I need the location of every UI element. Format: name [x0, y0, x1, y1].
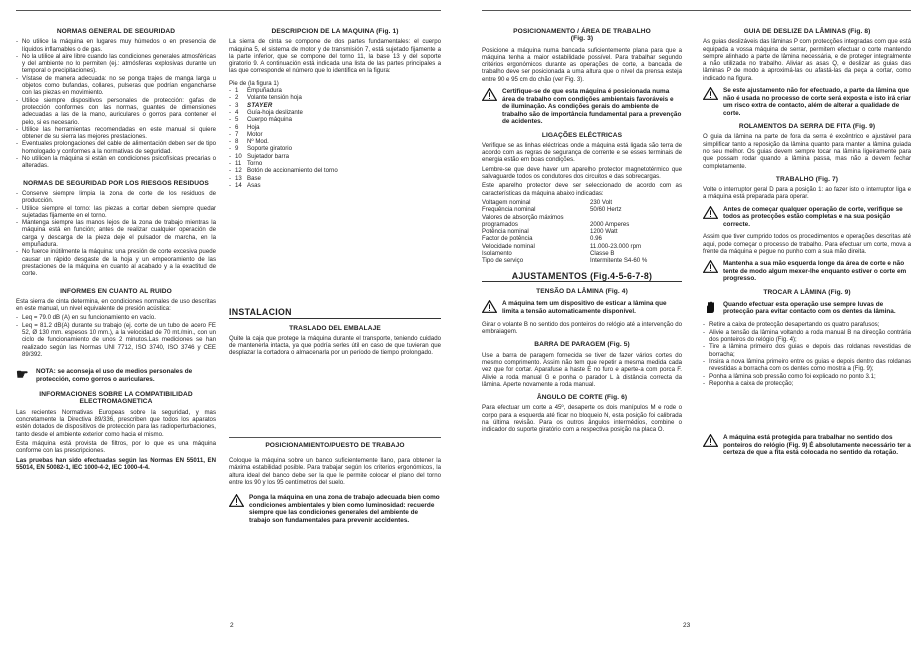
warning-triangle-icon	[703, 206, 718, 229]
list-item: - 1 Empuñadura	[229, 87, 441, 94]
electrical-text-3: Este aparelho protector deve ser seleccionado de acordo com as características da máquina abaixo indicadas:	[482, 182, 682, 197]
warning-left-hand	[703, 260, 911, 283]
section-adjustments: AJUSTAMENTOS (Fig.4-5-6-7-8)	[482, 273, 682, 282]
list-item: - 5 Cuerpo máquina	[229, 116, 441, 123]
list-item: - Vístase de manera adecuada: no se ponga trajes de manga larga u objetos como bufandas, collares, pulseras que podrían engancharse con las piezas en movimiento.	[16, 75, 216, 97]
glove-icon	[703, 301, 718, 317]
change-blade-steps	[703, 321, 911, 387]
list-item: - 12 Botón de accionamiento del torno	[229, 167, 441, 174]
pointing-hand-icon: ☛	[16, 366, 29, 383]
table-row: Velocidade nominal 11.000-23.000 rpm	[482, 242, 642, 250]
warning-triangle-icon	[703, 434, 718, 457]
blade-guide-text: As guias deslizáveis das lâminas P com protecções integradas com que está equipada a vossa máquina de serrar, permitem efectuar o corte mantendo sempre alinhado a parte de lâmina necessária, e de proteger integralmente a não utilizada no trabalho. Aliviar as asas Q, e deslizar as guias das lâminas P de modo a aproximá-las ou afastá-las da peça a cortar, como indicado na figura.	[703, 38, 911, 82]
electrical-text-2: Lembre-se que deve haver um aparelho protector magnetotérmico que salvaguarde todos os condutores dos circuitos e das sobrecargas.	[482, 165, 682, 181]
list-item: - Alivie a tensão da lâmina voltando a roda manual B na direcção contrária dos ponteiros do relógio (Fig. 4);	[703, 329, 911, 344]
table-row: Tipo de serviço Intermitente S4-60 %	[482, 257, 648, 265]
list-item: - Utilice siempre el torno: las piezas a cortar deben siempre quedar sujetadas fijamente en el torno.	[16, 205, 216, 220]
list-item: - 8 Nº Mod.	[229, 138, 441, 145]
tension-text: Girar o volante B no sentido dos ponteiros do relógio até a intervenção do embraiagem.	[482, 320, 682, 336]
heading-positioning-pt: POSICIONAMENTO / ÁREA DE TRABALHO (Fig. 3)	[513, 28, 651, 43]
warning-text: A máquina está protegida para trabalhar no sentido dos ponteiros do relógio (Fig. 9) É absolutamente necessário ter a certeza de que a fita está colocada no sentido da rotação.	[723, 434, 911, 457]
table-row: Factor de potência 0.96	[482, 235, 602, 243]
specs-table	[482, 199, 682, 265]
heading-residual-risks: NORMAS DE SEGURIDAD POR LOS RIESGOS RESIDUOS	[23, 179, 209, 187]
electrical-text: Verifique se as linhas eléctricas onde a máquina está ligada são terra de acordo com as regras de segurança de corrente e se esses terminais de energia estão em boas condições.	[482, 141, 682, 164]
list-item: - Utilice siempre dispositivos personales de protección: gafas de protección conformes con las normas, guantes de dimensiones adecuadas a las de la mano, auriculares o gorros para contener el pelo, si es necesario.	[16, 97, 216, 126]
emc-text-2: Esta máquina está provista de filtros, por lo que es una máquina conforme con las prescripciones.	[16, 439, 216, 455]
list-item: - 2 Volante tensión hoja	[229, 94, 441, 101]
positioning-text: Coloque la máquina sobre un banco suficientemente llano, para obtener la máxima estabilidad posible. Para trabajar según los criterios ergonómicos, la altura ideal del banco debe ser la que le permite colocar el plano del torno entre los 90 y los 95 centímetros del suelo.	[229, 457, 441, 486]
list-item: - 4 Guía-hoja deslizante	[229, 109, 441, 116]
warning-work-area-pt	[482, 88, 682, 126]
column-4	[703, 22, 911, 462]
list-item: - No utilicen la máquina si están en condiciones psicofísicas precarias o alteradas.	[16, 155, 216, 170]
noise-list	[16, 314, 216, 358]
list-item: - Mantenga siempre las manos lejos de la zona de trabajo mientras la máquina está en función; antes de realizar cualquier operación de carga y descarga de la pieza deje el pulsador de marcha, en la empuñadura.	[16, 219, 216, 248]
warning-text: Quando efectuar esta operação use sempre luvas de protecção para evitar contacto com os dentes da lâmina.	[723, 300, 896, 316]
table-row: Voltagem nominal 230 Volt	[482, 198, 613, 206]
heading-cut-angle: ÂNGULO DE CORTE (Fig. 6)	[536, 394, 628, 402]
list-item: - Reponha a caixa de protecção;	[703, 380, 911, 387]
list-item: - Conserve siempre limpia la zona de corte de los residuos de producción.	[16, 190, 216, 205]
column-1	[16, 22, 216, 473]
column-2	[229, 22, 441, 529]
warning-work-area	[229, 494, 441, 524]
list-item: - Ponha a lâmina sob pressão como foi explicado no ponto 3.1;	[703, 373, 911, 380]
warning-blade-guide	[703, 87, 911, 117]
heading-machine-description: DESCRIPCION DE LA MAQUINA (Fig. 1)	[271, 28, 399, 35]
section-installation: INSTALACION	[229, 309, 441, 318]
table-row: programados 2000 Amperes	[482, 220, 630, 228]
heading-work: TRABALHO (Fig. 7)	[775, 175, 839, 183]
list-item: - 3 STAYER	[229, 102, 441, 109]
heading-blade-guide: GUIA DE DESLIZE DA LÂMINAS (Fig. 8)	[743, 28, 871, 35]
cut-angle-text: Para efectuar um corte a 45º, desaperte os dois manípulos M e rode o corpo para a esquerda até ficar no bloqueio N, esta posição foi calibrada na última revisão. Para os outros ângulos intermédios, combine o indicador do suporte giratório com a respectiva posição na placa O.	[482, 404, 682, 434]
list-item: - 11 Torno	[229, 160, 441, 167]
general-safety-list	[16, 38, 216, 169]
list-item: - 9 Soporte giratorio	[229, 145, 441, 152]
page-number-left: 2	[230, 622, 234, 629]
warning-text: Certifique-se de que esta máquina é posicionada numa área de trabalho com condições ambientais favoráveis e de iluminação. As condições gerais do ambiente de trabalho são de importância fundamental para a prevenção de acidentes.	[502, 88, 682, 126]
list-item: - 7 Motor	[229, 131, 441, 138]
brand-logo: STAYER	[247, 101, 273, 109]
heading-stop-bar: BARRA DE PARAGEM (Fig. 5)	[534, 341, 630, 349]
warning-triangle-icon	[482, 88, 497, 126]
list-item: - Insira a nova lâmina primeiro entre os guias e depois dentro das roldanas revestidas a borracha com os dentes como mostra a (Fig. 9);	[703, 358, 911, 373]
table-row: Isolamento Classe B	[482, 250, 615, 258]
positioning-text-pt: Posicione a máquina numa bancada suficientemente plana para que a máquina tenha a maior estabilidade possível. Para trabalhar segundo critérios ergonómicos durante as operações de corte, a bancada de trabalho deve ser posicionada a uma altura que o nível da prensa esteja entre 90 e 95 cm do chão (ver Fig. 3).	[482, 46, 682, 83]
heading-noise: INFORMES EN CUANTO AL RUIDO	[60, 287, 172, 295]
noise-intro: Esta sierra de cinta determina, en condiciones normales de uso descritas en este manual, un nivel equivalente de presión acústica:	[16, 297, 216, 313]
top-rule-left	[16, 10, 441, 11]
warning-rotation	[703, 434, 911, 457]
bearings-text: O guia da lâmina na parte de fora da serra é excêntrico e ajustável para simplificar tanto a reposição da lâmina quanto para manter a lâmina guiada no seu melhor. Os guias devem sempre tocar na lâmina ligeiramente para que possam rodar quando a lâmina passa, mas não a devem fechar completamente.	[703, 133, 911, 170]
list-item: - Leq = 79.0 dB (A) en su funcionamiento en vacío.	[16, 314, 216, 321]
top-rule-right	[482, 10, 911, 11]
description-text: La sierra de cinta se compone de dos partes fundamentales: el cuerpo máquina 5, el sistema de motor y de transmisión 7, está sujetado fijamente a la parte inferior, que se compone del torno 11, la base 13 y del soporte giratorio 9. A continuación está indicada una lista de las partes principales a las que corresponde el número que lo identifica en la figura:	[229, 38, 441, 75]
page-number-right: 23	[683, 622, 691, 629]
list-item: - No la utilice al aire libre cuando las condiciones generales atmosféricas y del ambiente no lo permiten (ej.: atmósferas explosivas durante un temporal o precipitaciones).	[16, 53, 216, 75]
table-row: Frequência nominal 50/60 Hertz	[482, 206, 622, 214]
warning-triangle-icon	[703, 260, 718, 283]
warning-text: Se este ajustamento não for efectuado, a parte da lâmina que não é usada no processo de corte será exposta e isto irá criar um risco extra de contacto, além de alterar a qualidade de corte.	[723, 87, 911, 117]
parts-list	[229, 87, 441, 189]
list-item: - 14 Asas	[229, 182, 441, 189]
list-item: - 13 Base	[229, 175, 441, 182]
emc-text: Las recientes Normativas Europeas sobre la seguridad, y mas concretamente la Directiva 89/336, prescriben que todos los aparatos estén dotados de dispositivos de protección para las radioperturbaciones, tanto desde el ambiente exterior como hacia el mismo.	[16, 408, 216, 438]
warning-text: A máquina tem um dispositivo de esticar a lâmina que limita a tensão automaticamente disponível.	[502, 300, 667, 315]
list-item: - Leq = 81.2 dB(A) durante su trabajo (ej. corte de un tubo de acero FE 52, Ø 130 mm. espesos 10 mm.), a la velocidad de 70 mt./min., con un ciclo de funcionamiento de unos 2 minutos.Las mediciones se han realizado según las Normas UNI 7712, ISO 3740, ISO 3746 y CEE 89/392.	[16, 322, 216, 358]
warning-before-cut	[703, 206, 911, 229]
heading-bearings: ROLAMENTOS DA SERRA DE FITA (Fig. 9)	[738, 123, 876, 131]
note-text: NOTA: se aconseja el uso de medios personales de protección, como gorros o auriculares.	[36, 368, 193, 383]
work-text-2: Assim que tiver cumprido todos os procedimentos e operações descritas até aqui, pode começar o processo de trabalho. Para efectuar um corte, mova a frente da máquina e pegue no punho com a sua mão direita.	[703, 233, 911, 255]
stop-bar-text: Use a barra de paragem fornecida se tiver de fazer vários cortes do mesmo comprimento. Assim não tem que repetir a mesma medida cada vez que for cortar. Aparafuse a haste E no furo e aperte-a com porca F. Alivie a roda manual G e ponha o parador L à distância correcta da lâmina. Aperte novamente a roda manual.	[482, 351, 682, 388]
column-3	[482, 22, 682, 436]
heading-electrical: LIGAÇÕES ELÉCTRICAS	[541, 131, 623, 139]
list-item: - 6 Hoja	[229, 124, 441, 131]
heading-emc: INFORMACIONES SOBRE LA COMPATIBILIDAD ELECTROMAGNETICA	[39, 391, 193, 406]
list-item: - Retire a caixa de protecção desapertando os quatro parafusos;	[703, 321, 911, 328]
list-item: - No fuerce inútilmente la máquina: una presión de corte excesiva puede causar un rápido desgaste de la hoja y un empeoramiento de las prestaciones de la máquina en cuanto al acabado y a la exactitud de corte.	[16, 248, 216, 277]
note-protection	[16, 368, 216, 383]
work-text: Volte o interruptor geral D para a posição 1: ao fazer isto o interruptor liga e a máquina está preparada para operar.	[703, 186, 911, 201]
table-row: Potência nominal 1200 Watt	[482, 228, 618, 236]
warning-text: Ponga la máquina en una zona de trabajo adecuada bien como condiciones ambientales y bien como luminosidad: recuerde siempre que las condiciones generales del ambiente de trabajo son fundamentales para prevenir accidentes.	[249, 494, 440, 524]
residual-risks-list	[16, 190, 216, 278]
heading-general-safety: NORMAS GENERAL DE SEGURIDAD	[56, 28, 176, 35]
warning-triangle-icon	[703, 87, 718, 117]
warning-triangle-icon	[229, 494, 244, 524]
heading-packaging: TRASLADO DEL EMBALAJE	[289, 324, 381, 332]
heading-change-blade: TROCAR A LÂMINA (Fig. 9)	[763, 288, 851, 296]
heading-blade-tension: TENSÃO DA LÂMINA (Fig. 4)	[536, 287, 628, 295]
parts-title: Pie de (la figura 1)	[229, 79, 279, 87]
list-item: - No utilice la máquina en lugares muy húmedos o en presencia de líquidos inflamables o de gas.	[16, 38, 216, 53]
list-item: - 10 Sujetador barra	[229, 153, 441, 160]
heading-positioning: POSICIONAMIENTO/PUESTO DE TRABAJO	[229, 437, 441, 449]
emc-standards: Las pruebas han sido efectuadas según las Normas EN 55011, EN 55014, EN 50082-1, IEC 1000-4-2, IEC 1000-4-4.	[16, 456, 216, 471]
warning-triangle-icon	[482, 300, 497, 316]
warning-gloves	[703, 301, 911, 317]
warning-blade-tension	[482, 300, 682, 316]
list-item: - Eventuales prolongaciones del cable de alimentación deben ser de tipo homologado y conformes a la normativas de seguridad.	[16, 140, 216, 155]
packaging-text: Quite la caja que protege la máquina durante el transporte, teniendo cuidado de mantenerla intacta, ya que podría serles útil en caso de que tuvieran que desplazar la cortadora o almacenarla por un período de tiempo prolongado.	[229, 334, 441, 357]
list-item: - Utilice las herramientas recomendadas en este manual si quiere obtener de su sierra las mejores prestaciones.	[16, 126, 216, 141]
list-item: - Tire a lâmina primeiro dos guias e depois das roldanas revestidas de borracha;	[703, 343, 911, 358]
warning-text: Mantenha a sua mão esquerda longe da área de corte e não tente de modo algum mexer-lhe enquanto estiver o corte em progresso.	[723, 260, 907, 283]
warning-text: Antes de começar qualquer operação de corte, verifique se todos as protecções estão completas e na sua posição correcte.	[723, 205, 903, 228]
table-row: Valores de absorção máximos	[482, 213, 564, 221]
